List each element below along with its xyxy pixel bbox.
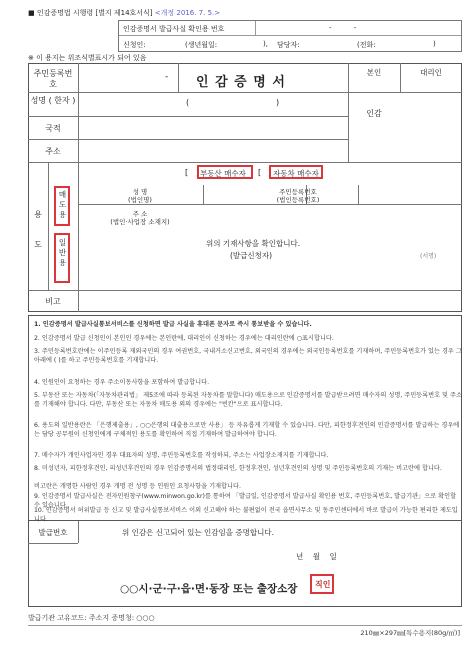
note-3: 3. 주민등록번호란에는 이주민등록 재외국민의 경우 여권번호, 국내거소신고번호, 외국인의 경우에는 외국인등록번호를 기재하며, 주민등록번호가 있는 경우 그 아래에 ( )를 하고 주민등록번호를 기재합니다. [34,348,462,364]
issuing-office: ○○시·군·구·읍·면·동장 또는 출장소장 [120,583,298,595]
forgery-note: ※ 이 용지는 위조식별표시가 되어 있음 [28,54,147,62]
applicant-sign-label: (발급신청자) [230,251,273,260]
buyer-address: 주 소 [132,210,148,218]
note-8b: 비고란은 개명한 사람인 경우 개명 전 성명 등 인원인 요청사항을 기재합니다. [34,483,241,490]
car-buyer-option[interactable]: 자동차 매수자 [273,169,319,178]
verify-number-box [118,20,462,52]
buyer-address-label [80,210,200,226]
verify-number-dashes: - - [329,24,357,32]
buyer-name: 성 명 [132,188,148,196]
verify-phone-close: ) [433,40,436,48]
verify-officer: 담당자: [277,41,300,49]
verify-applicant: 신청인: [123,41,146,49]
name-paren-close: ) [276,98,280,107]
note-5: 5. 부동산 또는 자동차(「자동차관리법」 제5조에 따라 등록된 자동차를 말합니다) 매도용으로 인감증명서를 발급받으려면 매수자의 성명, 주민등록번호 및 주소를 기재해야 합니다. 다만, 부동산 또는 자동차 매도용 외의 경우에는 "빈칸"으로 표시합니다. [34,392,462,408]
buyer-id: 주민등록번호 [279,188,317,196]
car-buyer-highlight [269,165,323,179]
seller-use-highlight [54,186,70,226]
note-8: 8. 미성년자, 피한정후견인, 피성년후견인의 경우 인감증명서의 법정대리인, 한정후견인, 성년후견인의 성명 및 주민등록번호의 기재는 비고란에 합니다. [34,465,442,472]
car-bracket-close: ] [268,168,272,177]
official-seal: 직인 [315,580,331,589]
confirm-text: 위의 기재사항을 확인합니다. [206,239,301,248]
self-label: 본인 [366,68,382,77]
revision-date: <개정 2016. 7. 5.> [154,9,221,17]
remarks-label: 비고 [45,297,61,306]
note-4: 4. 인원인이 요청하는 경우 주소이동사항을 포함하여 발급합니다. [34,379,210,386]
note-6: 6. 용도의 일반용란은 「은행제출용」, ○○은행의 대출용으로만 사용」 등 자유롭게 기재할 수 있습니다. 다만, 피한정후견인의 인감증명서를 발급하는 경우에는 담당 공무원이 신청인에게 구체적인 용도를 확인하여 직접 기재하여 발급하여야 합니다. [34,422,460,438]
name-paren-open: ( [186,98,190,107]
nationality-label: 국적 [45,124,61,133]
issue-date: 년 월 일 [296,552,337,561]
resident-number-label: 주민등록번호 [33,69,73,89]
car-bracket-open: [ [258,168,262,177]
address-label: 주소 [45,147,61,156]
note-9: 9. 인감증명서 발급사실은 전자민원창구(www.minwon.go.kr)를 통하여 「발급일, 인감증명서 발급사실 확인용 번호, 주민등록번호, 발급기관」으로 확인할 수 있습니다. [34,493,457,509]
form-law-reference: ■ 인감증명법 시행령 [별지 제14호서식] [28,9,153,17]
general-use-highlight [54,233,70,283]
issue-number-label: 발급번호 [38,528,68,537]
official-seal-highlight [310,574,334,594]
sign-mark: (서명) [420,253,437,260]
general-use-label: 일반용 [58,238,67,267]
buyer-name-label [80,188,200,204]
note-7: 7. 매수자가 개인사업자인 경우 대표자의 성명, 주민등록번호를 작성하되, 주소는 사업장소재지를 기재합니다. [34,452,329,459]
real-estate-bracket-open: [ [185,168,189,177]
verify-phone: (전화: [357,41,376,49]
form-title: 인 감 증 명 서 [196,75,286,90]
verify-birth: (생년월일: [185,41,218,49]
seller-use-label: 매도용 [58,190,67,219]
resident-number-dash: - [165,72,169,82]
usage-label: 용 도 [34,210,42,249]
note-1: 1. 인감증명서 발급사실통보서비스를 신청하면 발급 사실을 휴대폰 문자로 즉시 통보받을 수 있습니다. [34,321,312,328]
buyer-id-sub: (법인등록번호) [276,196,320,204]
real-estate-highlight [197,165,253,179]
paper-spec: 210㎜×297㎜[특수용지(80g/㎡)] [360,629,460,637]
verify-birth-close: ), [263,40,268,48]
proxy-label: 대리인 [420,68,442,77]
name-label: 성명 ( 한자 ) [30,96,76,105]
seal-label: 인감 [366,109,382,118]
real-estate-buyer-option[interactable]: 부동산 매수자 [200,169,246,178]
note-2: 2. 인감증명서 발급 신청인이 본인인 경우에는 본인란에, 대리인이 신청하는 경우에는 대리인란에 ○표시합니다. [34,335,334,342]
form-header [28,8,220,18]
buyer-address-sub: (법인·사업장 소재지) [110,218,170,226]
note-10: 10. 인감증명서 허위발급 등 신고 및 발급사실통보서비스 이외 신고해야 하는 불편없이 전국 읍면사무소 및 동주민센터에서 바로 발급이 가능한 편리한 제도입니다. [34,507,458,523]
verify-number-title: 인감증명서 발급사실 확인용 번호 [123,25,225,33]
buyer-name-sub: (법인명) [128,196,152,204]
real-estate-bracket-close: ] [196,168,200,177]
buyer-id-label [240,188,356,204]
issuer-code: 발급기관 고유코드: 주소지 증명청: ○○○ [28,614,155,622]
certify-text: 위 인감은 신고되어 있는 인감임을 증명합니다. [122,528,274,537]
